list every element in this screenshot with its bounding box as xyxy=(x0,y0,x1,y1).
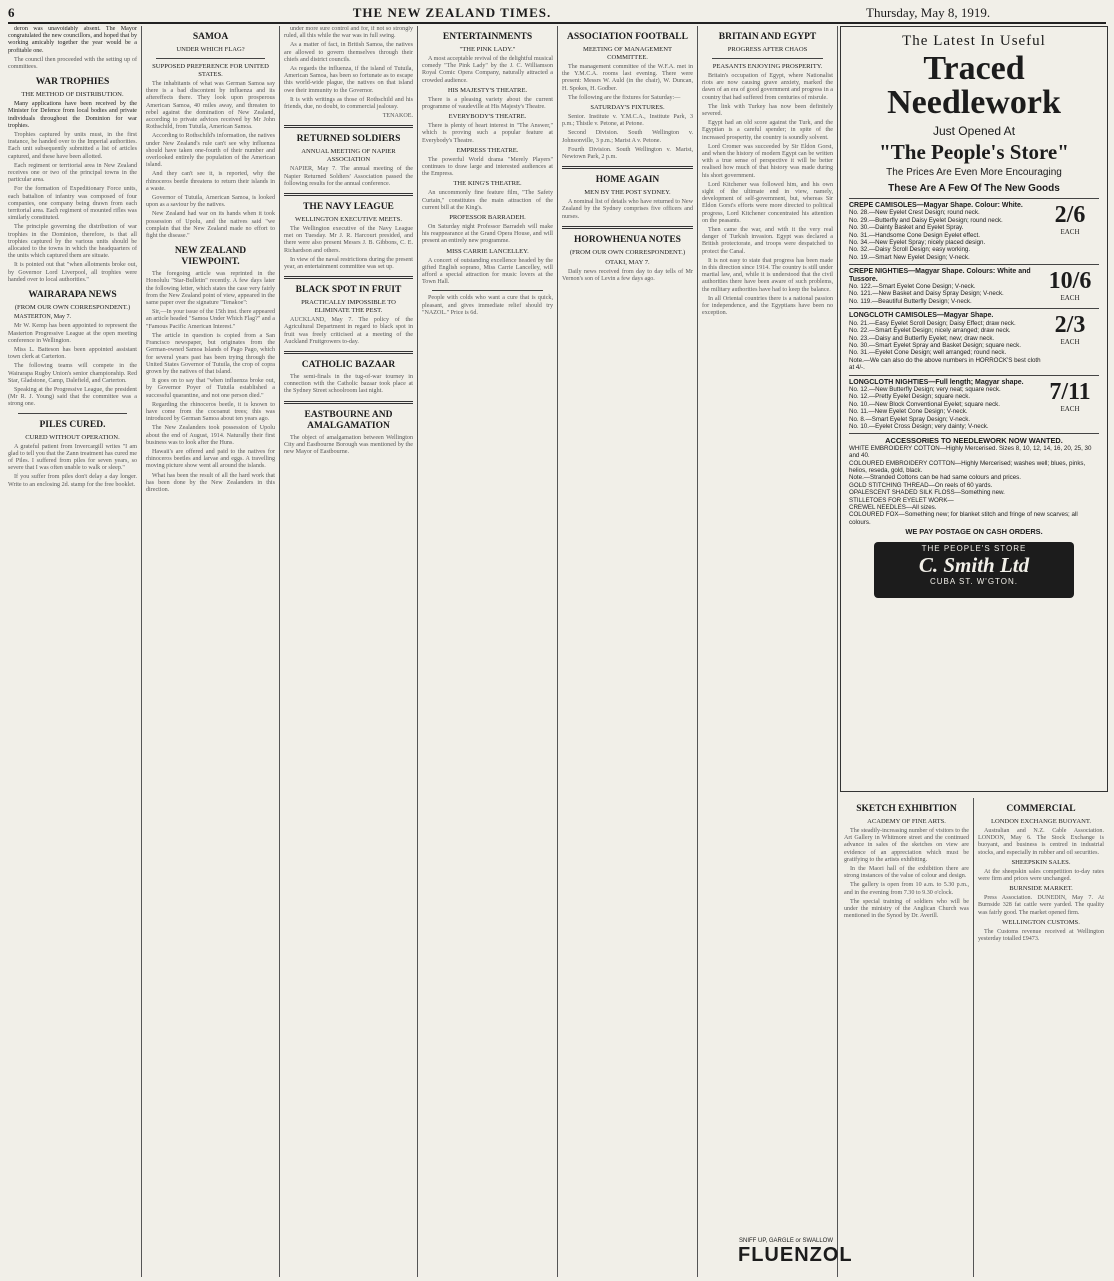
product-line: No. 21.—Easy Eyelet Scroll Design; Daisy Effect; draw neck. xyxy=(849,319,1016,327)
product-line: No. 12.—New Butterfly Design; very neat; square neck. xyxy=(849,385,1001,393)
accessory-line: COLOURED EMBROIDERY COTTON—Highly Mercerised; washes well; blues, pinks, helios, reseda, gold, black. xyxy=(849,459,1086,474)
body-text: Second Division. South Wellington v. Johnsonville, 3 p.m.; Marist A v. Petone. xyxy=(562,130,693,144)
accessory-line: OPALESCENT SHADED SILK FLOSS—Something new. xyxy=(849,489,1005,497)
subhead-customs: WELLINGTON CUSTOMS. xyxy=(1002,918,1080,926)
body-text: The management committee of the W.F.A. met in the Y.M.C.A. rooms last evening. There were present: Messrs W. Auld (in the chair), W. Duncan, H. Spokes, H. Godber. xyxy=(562,64,693,92)
headline-catholic-bazaar: CATHOLIC BAZAAR xyxy=(301,360,396,371)
body-text: The principle governing the distribution of war trophies in the Dominion, therefore, is that all trophies captured by the various units should be allocated to the towns in which the headquarters of the units which captured them are situate. xyxy=(8,224,137,260)
subhead-sydney: MEN BY THE POST SYDNEY. xyxy=(584,189,671,197)
body-text: The foregoing article was reprinted in the Honolulu "Star-Bulletin" recently. A few days later the following letter, which states the case very fairly from the New Zealand point of view, appeared in the same paper over the signature "Tenakoe": xyxy=(146,271,275,307)
headline-britain-egypt: BRITAIN AND EGYPT xyxy=(718,32,817,42)
body-text: As regards the influenza, if the island of Tutuila, American Samoa, has been so fortunate as to escape this world-wide plague, the natives on that island owe their immunity to the Governor. xyxy=(284,66,413,94)
body-text: Hawaii's are offered and paid to the natives for rhinoceros beetles and larvae and eggs. A travelling moving picture show went all around the islands. xyxy=(146,448,275,470)
product-group-title: CREPE NIGHTIES—Magyar Shape. Colours: White and Tussore. xyxy=(849,268,1031,283)
headline-black-spot: BLACK SPOT IN FRUIT xyxy=(295,285,402,296)
body-text: A concert of outstanding excellence headed by the gifted English soprano, Miss Carrie Lancelley, will afford a special attraction for music lovers at the Town Hall. xyxy=(422,257,553,286)
headline-navy-league: THE NAVY LEAGUE xyxy=(303,202,394,213)
product-line: No. 8.—Smart Eyelet Spray Design; V-neck. xyxy=(849,415,971,423)
ad-new-goods: These Are A Few Of The New Goods xyxy=(888,183,1060,194)
body-text: New Zealand had war on its hands when it took possession of Upolu, and the natives said "we complain that the New Zealand made no effort to fight the disease." xyxy=(146,211,275,240)
store-logo xyxy=(874,542,1074,598)
product-group-title: LONGCLOTH NIGHTIES—Full length; Magyar shape. xyxy=(849,378,1024,386)
subhead-napier: ANNUAL MEETING OF NAPIER ASSOCIATION xyxy=(301,148,396,164)
body-text: What has been the result of all the hard work that has been done by the New Zealanders in this direction. xyxy=(146,472,275,493)
fluenzol-tagline: SNIFF UP, GARGLE or SWALLOW xyxy=(738,1238,834,1244)
body-text: People with colds who want a cure that is quick, pleasant, and gives immediate relief should try "NAZOL." Price is 6d. xyxy=(422,295,553,316)
headline-association-football: ASSOCIATION FOOTBALL xyxy=(567,32,688,42)
headline-eastbourne: EASTBOURNE AND AMALGAMATION xyxy=(304,409,393,431)
body-text: In view of the naval restrictions during the present year, an entertainment committee was set up. xyxy=(284,256,413,271)
body-text: The steadily-increasing number of visitors to the Art Gallery in Whitmore street and the continued advance in sales of the sketches on view are evidence of an appreciation which must be gratifying to the artists exhibiting. xyxy=(844,828,969,863)
product-group xyxy=(849,308,1099,371)
product-line: No. 28.—New Eyelet Crest Design; round neck. xyxy=(849,209,980,217)
body-text: The Wellington executive of the Navy League met on Tuesday. Mr J. R. Harcourt presided, and there were also present Messrs J. B. Gibbons, C. E. Richardson and others. xyxy=(284,226,413,254)
column-sketch-exhibition xyxy=(840,798,974,1277)
product-line: No. 22.—Smart Eyelet Design; nicely arranged; draw neck. xyxy=(849,327,1011,335)
headline-horowhenua: HOROWHENUA NOTES xyxy=(574,234,681,245)
accessories-section xyxy=(849,433,1099,535)
body-text: The Customs revenue received at Wellington yesterday totalled £9473. xyxy=(978,928,1104,943)
product-line: No. 32.—Daisy Scroll Design; easy working. xyxy=(849,246,971,254)
body-text: For the formation of Expeditionary Force units, each battalion of infantry was composed of four companies, one company being drawn from each territorial area. Each regiment of mounted rifles was similarly constituted. xyxy=(8,186,137,222)
subhead-correspondent: (FROM OUR OWN CORRESPONDENT.) xyxy=(14,304,131,312)
fluenzol-advertisement xyxy=(738,1238,853,1276)
headline-wairarapa: WAIRARAPA NEWS xyxy=(28,290,117,301)
product-group xyxy=(849,375,1099,431)
headline-commercial: COMMERCIAL xyxy=(1006,804,1076,814)
price-value: 2/3 xyxy=(1054,312,1086,339)
body-text: Mr W. Kemp has been appointed to represent the Masterton Progressive League at the open meeting conference in Wellington. xyxy=(8,323,137,344)
subhead-executive: WELLINGTON EXECUTIVE MEETS. xyxy=(294,216,402,224)
headline-returned-soldiers: RETURNED SOLDIERS xyxy=(296,134,401,145)
body-text: A most acceptable revival of the delightful musical comedy "The Pink Lady" by the J. C. Williamson Royal Comic Opera Company, naturally attracted a crowded audience. xyxy=(422,56,553,84)
ad-headline-traced: Traced xyxy=(923,50,1025,87)
newspaper-title: THE NEW ZEALAND TIMES. xyxy=(352,5,552,20)
product-group-title: LONGCLOTH CAMISOLES—Magyar Shape. xyxy=(849,312,994,320)
product-line: No. 12.—Pretty Eyelet Design; square neck. xyxy=(849,393,971,401)
body-text: Speaking at the Progressive League, the president (Mr R. J. Young) said that the committee was a strong one. xyxy=(8,386,137,408)
price-value: 10/6 xyxy=(1048,268,1092,295)
body-text: The inhabitants of what was German Samoa say there is a bad discontent by influenza and its aftereffects there. They look upon prosperous American Samoa, 40 miles away, and threaten to rebel against the domination of New Zealand, according to private advices received by Mr John Rothschild, from Tutuila, American Samoa. xyxy=(146,81,275,131)
subhead-pink-lady: "THE PINK LADY." xyxy=(459,46,516,53)
fluenzol-brand: FLUENZOL xyxy=(738,1244,853,1266)
dateline: OTAKI, MAY 7. xyxy=(605,258,650,266)
subhead-progress: PROGRESS AFTER CHAOS xyxy=(727,46,808,53)
body-text: It is with writings as those of Rothschild and his friends, due, no doubt, to commercial jealousy. xyxy=(284,96,413,111)
product-group xyxy=(849,264,1099,305)
product-group xyxy=(849,198,1099,261)
headline-piles: PILES CURED. xyxy=(39,419,106,430)
price-unit: EACH xyxy=(1060,338,1080,347)
headline-entertainments: ENTERTAINMENTS xyxy=(442,32,533,42)
subhead-flag: UNDER WHICH FLAG? xyxy=(176,46,245,53)
subhead-barradeh: PROFESSOR BARRADEH. xyxy=(449,214,526,222)
body-text: There is plenty of heart interest in "The Answer," which is proving such a popular feature at Everybody's Theatre. xyxy=(422,123,553,144)
column-2 xyxy=(142,26,280,1277)
ad-prices-line: The Prices Are Even More Encouraging xyxy=(886,167,1062,178)
body-text: At the sheepskin sales competition to-day rates were firm and prices were unchanged. xyxy=(978,868,1104,883)
body-text: Britain's occupation of Egypt, where Nationalist riots are now causing grave anxiety, marked the dawn of an era of good government and progress in a country that had suffered from centuries of misrule. xyxy=(702,73,833,101)
postage-notice: WE PAY POSTAGE ON CASH ORDERS. xyxy=(905,527,1043,537)
subhead-empress: EMPRESS THEATRE. xyxy=(456,146,519,154)
product-line: No. 31.—Handsome Cone Design Eyelet effect. xyxy=(849,231,980,239)
logo-address: CUBA ST. W'GTON. xyxy=(929,576,1019,586)
price-unit: EACH xyxy=(1060,404,1080,413)
price-value: 2/6 xyxy=(1054,202,1086,228)
body-text: The following teams will compete in the Wairarapa Rugby Union's senior championship. Red Star, Gladstone, Camp, Dalefield, and Carterton. xyxy=(8,363,137,384)
body-text: An uncommonly fine feature film, "The Safety Curtain," constitutes the main attraction of the current bill at the King's. xyxy=(422,190,553,211)
product-line: No. 23.—Daisy and Butterfly Eyelet; new; draw neck. xyxy=(849,334,995,342)
subhead-his-majestys: HIS MAJESTY'S THEATRE. xyxy=(447,86,528,94)
logo-name: C. Smith Ltd xyxy=(918,552,1030,577)
body-text: Miss L. Batteson has been appointed assistant town clerk at Carterton. xyxy=(8,346,137,361)
price-tag xyxy=(1041,312,1099,371)
body-text: According to Rothschild's information, the natives under New Zealand's rule can't see why influenza should have taken one-fourth of their number and overlooked entirely the population of the American island. xyxy=(146,133,275,169)
subhead-preference: SUPPOSED PREFERENCE FOR UNITED STATES. xyxy=(152,63,269,78)
accessory-line: GOLD STITCHING THREAD—On reels of 60 yards. xyxy=(849,481,993,489)
body-text: The council then proceeded with the setting up of committees. xyxy=(8,56,137,71)
body-text: It is not easy to state that progress has been made in this direction since 1914. The country is still under martial law, and, while it is understood that the civil authorities there have been aware of such problems, the military authorities have had to keep the balance. xyxy=(702,257,833,293)
product-line: No. 30.—Smart Eyelet Spray and Basket Design; square neck. xyxy=(849,341,1021,349)
body-text: The gallery is open from 10 a.m. to 5.30 p.m., and in the evening from 7.30 to 9.30 o'clock. xyxy=(844,882,969,896)
column-commercial xyxy=(974,798,1108,1277)
body-text: Senior. Institute v. Y.M.C.A., Institute Park, 3 p.m.; Thistle v. Petone, at Petone. xyxy=(562,114,693,128)
product-line: Note.—We can also do the above numbers in HORROCK'S best cloth at 4/-. xyxy=(849,356,1041,372)
body-text: Sir,—In your issue of the 15th inst. there appeared an article headed "Samoa Under Which Flag?" and a "Famous Pacific American Interest." xyxy=(146,309,275,330)
body-text: TENAKOE. xyxy=(382,113,413,120)
divider xyxy=(562,226,693,229)
body-text: Australian and N.Z. Cable Association. LONDON, May 6. The Stock Exchange is buoyant, and business is centred in industrial stocks, and especially in rubber and oil securities. xyxy=(978,828,1104,856)
product-group-title: CREPE CAMISOLES—Magyar Shape. Colour: White. xyxy=(849,202,1023,209)
divider xyxy=(712,58,823,59)
body-text: The link with Turkey has now been definitely severed. xyxy=(702,103,833,118)
subhead-peasants: PEASANTS ENJOYING PROSPERITY. xyxy=(712,63,823,70)
divider xyxy=(284,401,413,404)
body-text: As a matter of fact, in British Samoa, the natives are allowed to govern themselves through their chiefs and district councils. xyxy=(284,42,413,63)
divider xyxy=(284,276,413,279)
subhead-pest: PRACTICALLY IMPOSSIBLE TO ELIMINATE THE PEST. xyxy=(301,299,396,315)
price-value: 7/11 xyxy=(1049,378,1091,405)
body-text: The powerful World drama "Merely Players" continues to draw large and interested audiences at the Empress. xyxy=(422,156,553,178)
body-text: And they can't see it, is reported, why the rhinoceros beetle threatens to return their islands in a waste. xyxy=(146,171,275,192)
body-text: Fourth Division. South Wellington v. Marist, Newtown Park, 2 p.m. xyxy=(562,146,693,161)
product-line: No. 31.—Eyelet Cone Design; well arranged; round neck. xyxy=(849,349,1007,357)
product-line: No. 29.—Butterfly and Daisy Eyelet Design; round neck. xyxy=(849,216,1003,224)
product-line: No. 30.—Dainty Basket and Eyelet Spray. xyxy=(849,224,964,232)
masthead xyxy=(8,4,1106,24)
body-text: Governor of Tutuila, American Samoa, is looked upon as a saviour by the natives. xyxy=(146,195,275,209)
body-text: Regarding the rhinoceros beetle, it is known to have come from the cocoanut trees; this was introduced by German Samoa about ten years ago. xyxy=(146,401,275,423)
subhead-cured: CURED WITHOUT OPERATION. xyxy=(25,433,120,441)
subhead-burnside: BURNSIDE MARKET. xyxy=(1009,885,1073,893)
price-tag xyxy=(1041,202,1099,261)
divider xyxy=(284,351,413,354)
product-line: No. 122.—Smart Eyelet Cone Design; V-neck. xyxy=(849,283,976,291)
column-4 xyxy=(418,26,558,1277)
body-text: The semi-finals in the tug-of-war tourney in connection with the Catholic bazaar took place at the Sydney Street schoolroom last night. xyxy=(284,374,413,395)
logo-banner: THE PEOPLE'S STORE xyxy=(921,543,1027,553)
product-line: No. 34.—New Eyelet Spray; nicely placed design. xyxy=(849,239,986,247)
accessory-line: WHITE EMBROIDERY COTTON—Highly Mercerised. Sizes 8, 10, 12, 14, 16, 20, 25, 30 and 40. xyxy=(849,444,1092,460)
subhead-kings: THE KING'S THEATRE. xyxy=(453,180,522,188)
body-text: The New Zealanders took possession of Upolu about the end of August, 1914. Naturally their first business was to look after the Huns. xyxy=(146,425,275,446)
body-text: It is pointed out that "when allotments broke out, by Governor Lord Liverpool, all trophies were handed over to local authorities." xyxy=(8,262,137,283)
body-text: under more sure control and for, if not so strongly ruled, all this while the war was in full swing. xyxy=(284,26,413,40)
subhead-distribution: THE METHOD OF DISTRIBUTION. xyxy=(21,91,124,99)
accessory-line: CREWEL NEEDLES—All sizes. xyxy=(849,504,937,512)
issue-date: Thursday, May 8, 1919. xyxy=(866,5,991,20)
accessory-line: Note.—Stranded Cottons can be had same colours and prices. xyxy=(849,474,1021,482)
column-3 xyxy=(280,26,418,1277)
divider xyxy=(284,193,413,196)
dateline: MASTERTON, May 7. xyxy=(14,314,72,321)
accessory-line: COLOURED FOX—Something new; for blanket stitch and fringe of new scarves; all colours. xyxy=(849,511,1078,526)
body-text: Then came the war, and with it the very real danger of Turkish invasion. Egypt was declared a British protectorate, and troops were despatched to protect the Canal. xyxy=(702,227,833,255)
subhead-everybodys: EVERYBODY'S THEATRE. xyxy=(448,113,527,121)
body-text: A grateful patient from Invercargill writes "I am glad to tell you that the Zann treatment has cured me of Piles. I suffered from piles for seven years, so severe that I was often unable to walk or sleep." xyxy=(8,443,137,472)
headline-sketch-exhibition: SKETCH EXHIBITION xyxy=(856,804,957,814)
subhead-correspondent: (FROM OUR OWN CORRESPONDENT.) xyxy=(569,248,686,256)
body-text: Each regiment or territorial area in New Zealand receives one or two of the principal towns in the particular area. xyxy=(8,162,137,184)
body-text: In the Maori hall of the exhibition there are strong instances of the value of colour and design. xyxy=(844,866,969,880)
column-1 xyxy=(4,26,142,1277)
subhead-london-exchange: LONDON EXCHANGE BUOYANT. xyxy=(990,818,1092,825)
body-text: The special training of soldiers who will be under the ministry of the Anglican Church was mentioned in the Synod by Dr. Averill. xyxy=(844,898,969,920)
body-text: It goes on to say that "when influenza broke out, by Governor Poyer of Tutuila established a successful quarantine, and not one person died." xyxy=(146,378,275,399)
subhead-committee: MEETING OF MANAGEMENT COMMITTEE. xyxy=(582,46,672,61)
ad-store-name: "The People's Store" xyxy=(879,140,1069,164)
column-6 xyxy=(698,26,853,1277)
body-text: Egypt had an old score against the Turk, and the Egyptian is a careful spender; in spite of the increased prosperity, the country is soundly solvent. xyxy=(702,120,833,141)
divider xyxy=(156,58,265,59)
body-text: In all Oriental countries there is a national passion for independence, and the Egyptians have been no exception. xyxy=(702,295,833,317)
body-text: Trophies captured by units must, in the first instance, be handed over to the Imperial authorities. Each unit subsequently submitted a list of articles captured, and these have been allotted. xyxy=(8,132,137,160)
body-text: If you suffer from piles don't delay a day longer. Write to an enclosing 2d. stamp for the free booklet. xyxy=(8,474,137,488)
ad-kicker: The Latest In Useful xyxy=(902,33,1046,49)
product-line: No. 10.—New Block Conventional Eyelet; square neck. xyxy=(849,400,1000,408)
war-trophies-text: Many applications have been received by the Minister for Defence from local bodies and private individuals throughout the Dominion for war trophies. xyxy=(8,101,137,129)
headline-war-trophies: WAR TROPHIES xyxy=(35,77,110,88)
body-text: Press Association. DUNEDIN, May 7. At Burnside 328 fat cattle were yarded. The quality was fairly good. The market opened firm. xyxy=(978,895,1104,916)
page-number: 6 xyxy=(8,5,15,20)
ad-headline-needlework: Needlework xyxy=(887,84,1061,121)
body-text: Lord Cromer was succeeded by Sir Eldon Gorst, and when the history of modern Egypt can be written with a true sense of perspective it will be better realised how much of that history was made during his short government. xyxy=(702,143,833,179)
divider xyxy=(18,413,127,414)
body-text: The following are the fixtures for Saturday:— xyxy=(568,94,681,101)
headline-home-again: HOME AGAIN xyxy=(595,175,660,186)
body-text: AUCKLAND, May 7. The policy of the Agricultural Department in regard to black spot in fruit was freely criticised at a meeting of the Auckland Fruitgrowers to-day. xyxy=(284,317,413,345)
product-line: No. 11.—New Eyelet Cone Design; V-neck. xyxy=(849,408,968,416)
ad-just-opened: Just Opened At xyxy=(932,124,1016,138)
product-line: No. 19.—Smart New Eyelet Design; V-neck. xyxy=(849,253,970,261)
subhead-fixtures: SATURDAY'S FIXTURES. xyxy=(590,104,665,112)
product-line: No. 121.—New Basket and Daisy Spray Design; V-neck. xyxy=(849,290,1004,298)
needlework-advertisement xyxy=(840,26,1108,792)
price-tag xyxy=(1041,379,1099,431)
body-text: Daily news received from day to day tells of Mr Vernon's son of Levin a few days ago. xyxy=(562,268,693,283)
lead-paragraph: deron was unavoidably absent. The Mayor congratulated the new councillors, and hoped that by working amicably together the year would be a profitable one. xyxy=(8,26,137,54)
body-text: Lord Kitchener was followed him, and his own sight of the ultimate end in view, namely, development of self-government, but, whereas Sir Eldon Gorst's efforts were more directed to political progress, Lord Kitchener concentrated his attention on the peasants. xyxy=(702,181,833,224)
body-text: The object of amalgamation between Wellington City and Eastbourne Borough was mentioned by the new Mayor of Eastbourne. xyxy=(284,434,413,456)
body-text: NAPIER, May 7. The annual meeting of the Napier Returned Soldiers' Association passed the following results for the annual conference. xyxy=(284,166,413,187)
divider xyxy=(562,166,693,169)
price-unit: EACH xyxy=(1060,228,1080,236)
body-text: There is a pleasing variety about the current programme of vaudeville at His Majesty's Theatre. xyxy=(422,96,553,111)
price-unit: EACH xyxy=(1060,294,1080,303)
divider xyxy=(432,290,543,291)
price-tag xyxy=(1041,268,1099,305)
subhead-academy: ACADEMY OF FINE ARTS. xyxy=(867,818,946,825)
body-text: On Saturday night Professor Barradeh will make his reappearance at the Grand Opera House, and will present an entirely new programme. xyxy=(422,224,553,245)
column-5 xyxy=(558,26,698,1277)
divider xyxy=(284,125,413,128)
body-text: The article in question is copied from a San Francisco newspaper, but originates from the German-owned Samoa Islands of Pago Pago, which for several years past has been trying through the United States Governor of Tutuila, the crop of copra grown by the natives of that island. xyxy=(146,332,275,375)
accessory-line: STILLETOES FOR EYELET WORK— xyxy=(849,496,954,504)
subhead-sheepskin: SHEEPSKIN SALES. xyxy=(1011,858,1071,866)
product-line: No. 119.—Beautiful Butterfly Design; V-neck. xyxy=(849,297,972,305)
product-line: No. 10.—Eyelet Cross Design; very dainty; V-neck. xyxy=(849,422,989,430)
headline-samoa: SAMOA xyxy=(192,32,229,42)
accessories-title: ACCESSORIES TO NEEDLEWORK NOW WANTED. xyxy=(885,436,1063,446)
body-text: A nominal list of details who have returned to New Zealand by the Sydney comprises five officers and nurses. xyxy=(562,199,693,220)
subhead-lancelley: MISS CARRIE LANCELLEY. xyxy=(446,247,529,255)
headline-nz-viewpoint: NEW ZEALAND VIEWPOINT. xyxy=(174,246,247,268)
